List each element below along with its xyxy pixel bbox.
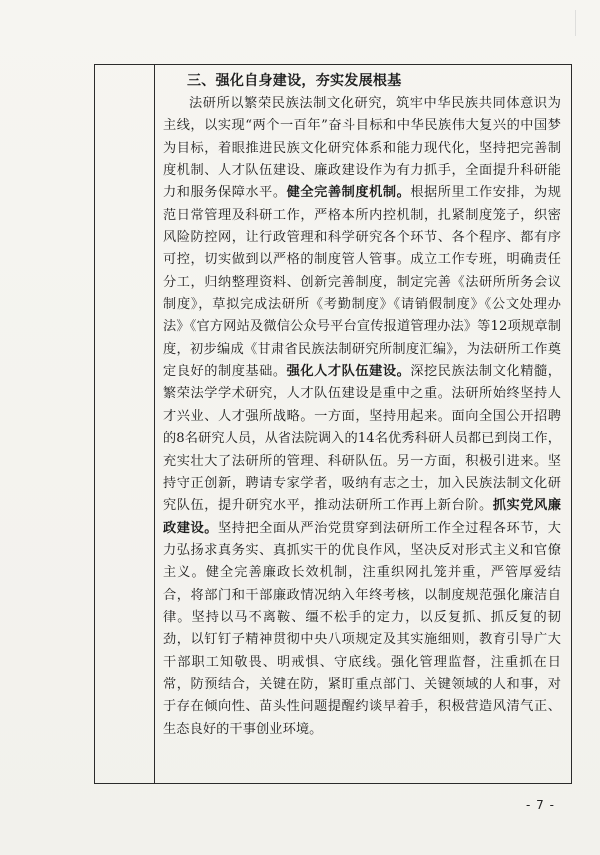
paragraph-run-integrity: 坚持把全面从严治党贯穿到法研所工作全过程各环节，大力弘扬求真务实、真抓实干的优良作风，坚决反对形式主义和官僚主义。健全完善廉政长效机制，注重织网扎笼并重，严管厚爱结合，将部门和干部廉政情况纳入年终考核，以制度规范强化廉洁自律。坚持以马不离鞍、缰不松手的定力，以反复抓、抓反复的韧劲，以钉钉子精神贯彻中央八项规定及其实施细则，教育引导广大干部职工知敬畏、明戒惧、守底线。强化管理监督，注重抓在日常，防预结合，关键在防，紧盯重点部门、关键领域的人和事，对于存在倾向性、苗头性问题提醒约谈早着手，积极营造风清气正、生态良好的干事创业环境。 (163, 520, 562, 737)
page-number: - 7 - (526, 798, 555, 812)
paragraph-run-intro: 法研所以繁荣民族法制文化研究，筑牢中华民族共同体意识为主线，以实现“两个一百年”奋斗目标和中华民族伟大复兴的中国梦为目标，着眼推进民族文化研究体系和能力现代化，坚持把完善制度机制、人才队伍建设、廉政建设作为有力抓手，全面提升科研能力和服务保障水平。 (163, 96, 561, 201)
paragraph-run-system: 根据所里工作安排，为规范日常管理及科研工作，严格本所内控机制，扎紧制度笼子，织密风险防控网，让行政管理和科学研究各个环节、各个程序、都有序可控，切实做到以严格的制度管人管事。成立工作专班，明确责任分工，归纳整理资料、创新完善制度，制定完善《法研所所务会议制度》，草拟完成法研所《考勤制度》《请销假制度》《公文处理办法》《官方网站及微信公众号平台宣传报道管理办法》等12项规章制度，初步编成《甘肃省民族法制研究所制度汇编》，为法研所工作奠定良好的制度基础。 (163, 185, 561, 380)
table-content-cell (163, 69, 561, 741)
section-heading: 三、强化自身建设，夯实发展根基 (187, 73, 402, 89)
section-paragraph (163, 93, 561, 741)
subheading-system: 健全完善制度机制。 (286, 185, 411, 201)
paragraph-run-talent: 深挖民族法制文化精髓，繁荣法学学术研究，人才队伍建设是重中之重。法研所始终坚持人才兴业、人才强所战略。一方面，坚持用起来。面向全国公开招聘的8名研究人员，从省法院调入的14名优秀科研人员都已到岗工作，充实壮大了法研所的管理、科研队伍。另一方面，积极引进来。坚持守正创新，聘请专家学者，吸纳有志之士，加入民族法制文化研究队伍，提升研究水平，推动法研所工作再上新台阶。 (163, 364, 561, 514)
subheading-integrity: 抓实党风廉政建设。 (163, 498, 561, 536)
scan-edge-mark (575, 10, 588, 36)
table-column-divider (154, 64, 155, 784)
subheading-talent: 强化人才队伍建设。 (286, 364, 411, 380)
